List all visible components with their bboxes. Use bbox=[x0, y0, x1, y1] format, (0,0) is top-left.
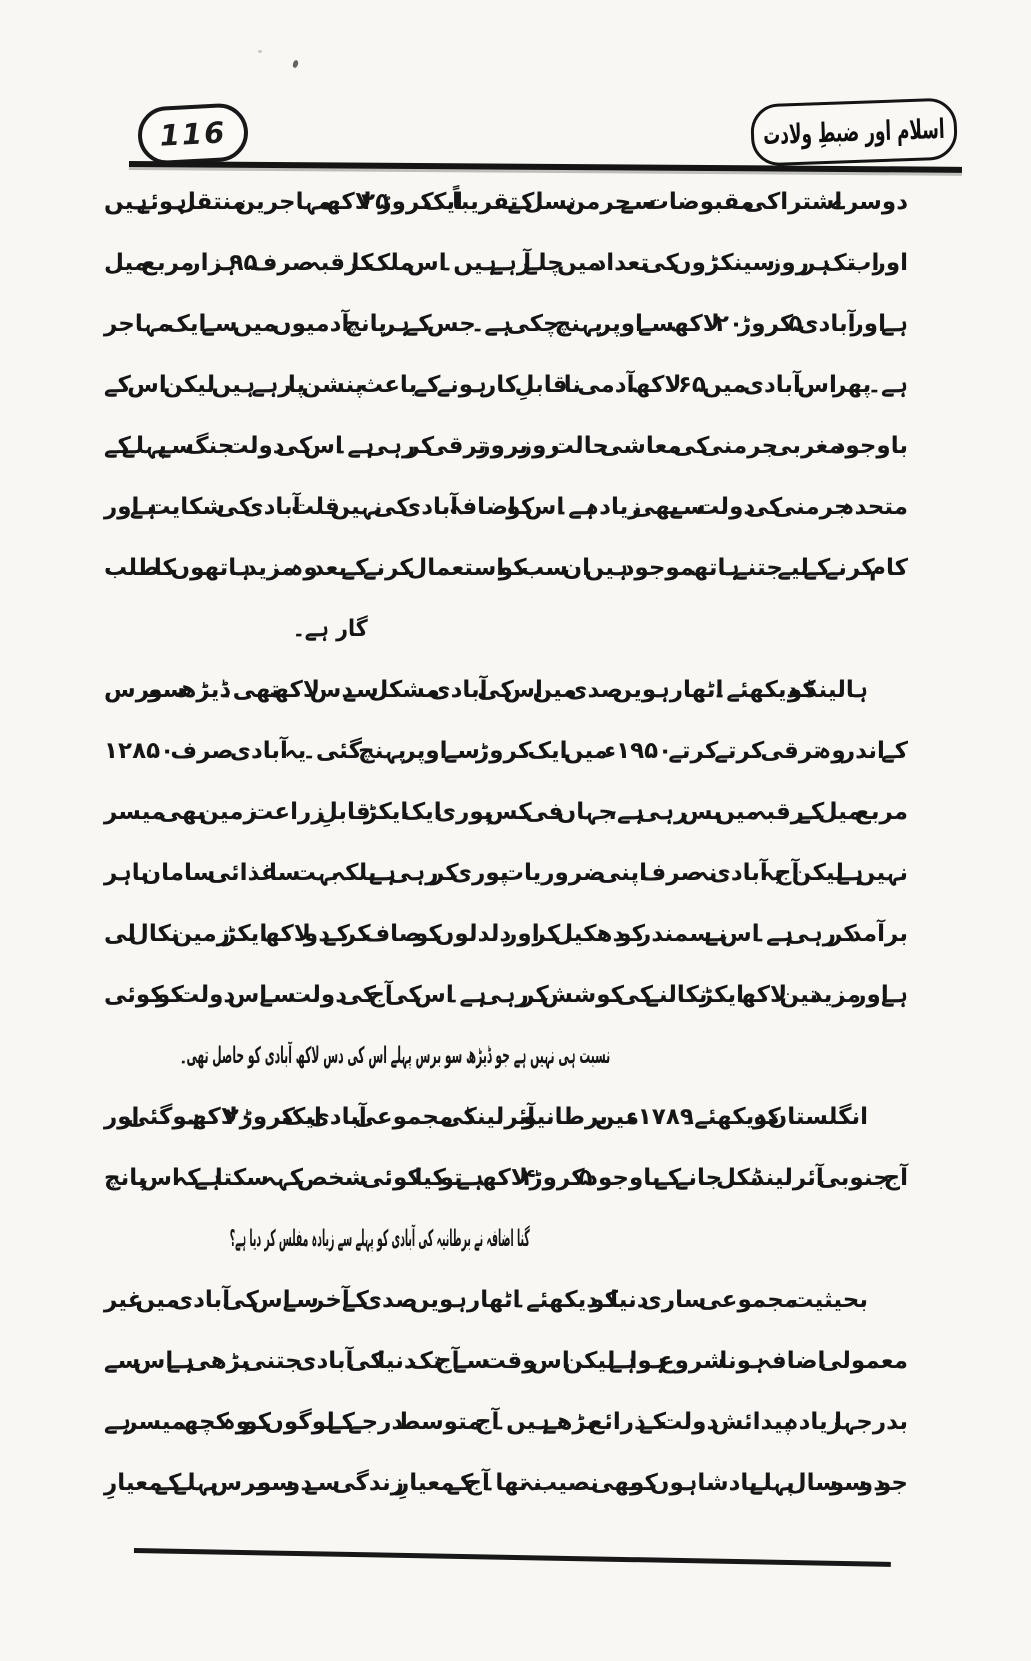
text-line: کے اندر وہ ترقی کرتے کرتے ۱۹۵۰ء میں ایک کروڑ سے اوپر پہنچ گئی۔ یہ آبادی صرف ۱۲۸۵۰ bbox=[104, 738, 908, 764]
footer-divider-rule bbox=[134, 1548, 891, 1567]
text-line: باوجود مغربی جرمنی کی معاشی حالت روز بروز ترقی کر رہی ہے۔ اس کی دولت جنگ سے پہلے کے bbox=[104, 433, 908, 459]
text-line: اور اب تک ہر روز سینکڑوں کی تعداد میں چلے آ رہے ہیں۔ اس ملک کا رقبہ صرف ۹۵ ہزار مربع میل bbox=[104, 250, 908, 276]
scan-speck bbox=[258, 50, 262, 53]
text-line: برآمد کر رہی ہے۔ اس نے سمندر کو دھکیل کر اور دلدلوں کو صاف کر کے دو لاکھ ایکڑ زمین نکال لی bbox=[104, 921, 908, 947]
text-line: بدرجہا زیادہ پیدائش دولت کے ذرائع بڑھے ہیں۔ آج متوسط درجے کے لوگوں کو وہ کچھ میسر ہے bbox=[104, 1409, 908, 1435]
text-line: گار ہے۔ bbox=[293, 616, 368, 642]
text-line: متحدہ جرمنی کی دولت سے بھی زیادہ ہے۔ اس کو اضافہ آبادی کی نہیں قلت آبادی کی شکایت ہے اور bbox=[104, 494, 908, 520]
text-line: معمولی اضافہ ہونا شروع ہوا ہے لیکن اس وقت سے آج تک دنیا کی آبادی جتنی بڑھی ہے اس سے bbox=[104, 1348, 908, 1374]
scan-speck bbox=[292, 59, 299, 68]
text-line: بحیثیت مجموعی ساری دنیا کو دیکھئے۔ اٹھارہویں صدی کے آخر سے اس کی آبادی میں غیر bbox=[104, 1287, 868, 1313]
text-line: ہے اور مزید تین لاکھ ایکڑ نکالنے کی کوشش کر رہی ہے۔ اس کی آج کی دولت سے اس دولت کو کوئی bbox=[104, 982, 908, 1008]
text-line: گنا اضافہ نے برطانیہ کی آبادی کو پہلے سے زیادہ مفلس کر دیا ہے؟ bbox=[230, 1226, 530, 1252]
text-line: مربع میل کے رقبہ میں بس رہی ہے، جہاں فی کس پوری ایک ایکڑ قابلِ زراعت زمین بھی میسر bbox=[104, 799, 908, 825]
text-line: ہے۔ پھر اس آبادی میں ۶۵ لاکھ آدمی نا قابلِ کار ہونے کے باعث پنشن پا رہے ہیں لیکن اس کے bbox=[104, 372, 908, 398]
page-number: 116 bbox=[158, 115, 228, 153]
text-line: ہے اور آبادی ۵ کروڑ ۲۰ لاکھ سے اوپر پہنچ چکی ہے۔ جس کے ہر پانچ آدمیوں میں سے ایک مہاجر bbox=[104, 311, 908, 337]
text-line: نہیں ہے لیکن آج یہ آبادی نہ صرف اپنی ضروریات پوری کر رہی ہے بلکہ بہت سا غذائی سامان باہر bbox=[104, 860, 908, 886]
body-text-column bbox=[104, 172, 908, 1514]
page-number-badge bbox=[137, 102, 250, 166]
text-line: آج جنوبی آئرلینڈ نکل جانے کے باوجود ۵ کروڑ ۴ لاکھ ہے تو کیا کوئی شخص کہہ سکتا ہے کہ اس پانچ bbox=[104, 1165, 908, 1191]
text-line: نسبت ہی نہیں ہے جو ڈیڑھ سو برس پہلے اس کی دس لاکھ آبادی کو حاصل تھی۔ bbox=[180, 1043, 610, 1069]
text-line: انگلستان کو دیکھئے۔ ۱۷۸۹ء میں برطانیہ و آئرلینڈ کی مجموعی آبادی ایک کروڑ ۲۰ لاکھ ہوگئی اور bbox=[104, 1104, 868, 1130]
text-line: ہالینڈ کو دیکھئے۔ اٹھارہویں صدی میں اس کی آبادی مشکل سے دس لاکھ تھی۔ ڈیڑھ سو برس bbox=[104, 677, 868, 703]
text-line: کام کرنے کے لیے جتنے ہاتھ موجود ہیں ان سب کو استعمال کرنے کے بعد وہ مزید ہاتھوں کا طلب bbox=[104, 555, 908, 581]
text-line: جو دو سو سال پہلے بادشاہوں کو بھی نصیب نہ تھا۔ آج کے معیارِ زندگی سے دو سو برس پہلے کے معیارِ bbox=[104, 1470, 908, 1496]
book-title-badge bbox=[750, 97, 958, 166]
text-line: دوسرے اشتراکی مقبوضات سے جرمن نسل کے تقریباً ایک کروڑ ۲۵ لاکھ مہاجرین منتقل ہوئے ہیں bbox=[104, 189, 908, 215]
book-title: اسلام اور ضبطِ ولادت bbox=[762, 113, 946, 151]
